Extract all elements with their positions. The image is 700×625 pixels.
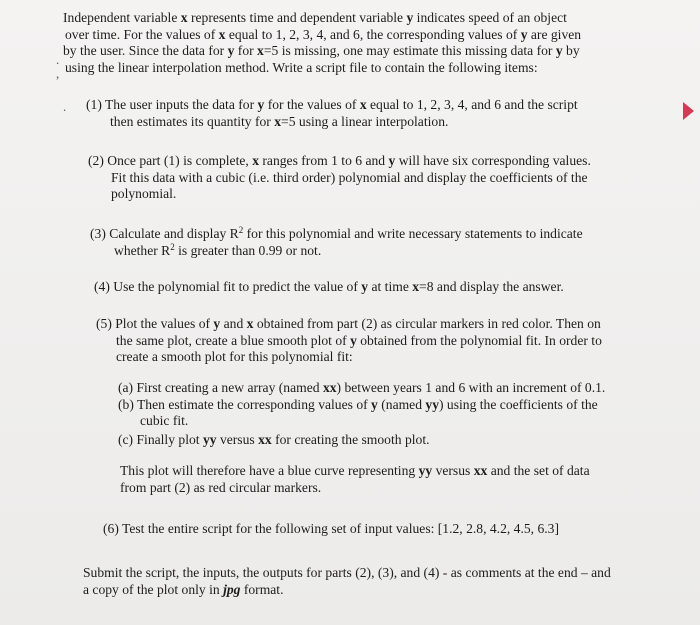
- item-6: [103, 521, 559, 538]
- item-2: [88, 153, 591, 203]
- item-4-line: (4) Use the polynomial fit to predict the value of y at time x=8 and display the answer.: [94, 279, 564, 294]
- footer-line: a copy of the plot only in jpg format.: [83, 581, 284, 597]
- intro-line: using the linear interpolation method. Write a script file to contain the following items:: [65, 59, 538, 75]
- intro-line: by the user. Since the data for y for x=5 is missing, one may estimate this missing data for y by: [63, 43, 580, 59]
- subitem-b-cont: cubic fit.: [140, 413, 189, 429]
- stray-mark: .: [63, 99, 67, 114]
- item-5: [96, 316, 602, 366]
- item-1: [86, 97, 578, 130]
- item-5-line: create a smooth plot for this polynomial fit:: [116, 349, 353, 365]
- item-1-line: then estimates its quantity for x=5 using a linear interpolation.: [110, 113, 449, 129]
- subitem-c: (c) Finally plot yy versus xx for creating the smooth plot.: [118, 431, 430, 447]
- item-2-line: polynomial.: [111, 186, 177, 202]
- intro-paragraph: [63, 10, 581, 76]
- item-5-line: the same plot, create a blue smooth plot of y obtained from the polynomial fit. In order to: [116, 332, 602, 348]
- stray-mark: .: [56, 52, 60, 67]
- item-1-line: (1) The user inputs the data for y for the values of x equal to 1, 2, 3, 4, and 6 and the script: [86, 97, 578, 112]
- item-3: [90, 226, 583, 259]
- subitem-b: (b) Then estimate the corresponding values of y (named yy) using the coefficients of the: [118, 396, 598, 412]
- item-5-line: (5) Plot the values of y and x obtained from part (2) as circular markers in red color. Then on: [96, 316, 601, 331]
- item-6-line: (6) Test the entire script for the following set of input values: [1.2, 2.8, 4.2, 4.5, 6.3]: [103, 521, 559, 536]
- note-line: from part (2) as red circular markers.: [120, 479, 322, 495]
- superscript: 2: [170, 241, 175, 252]
- note-line: This plot will therefore have a blue curve representing yy versus xx and the set of data: [120, 463, 590, 478]
- intro-line: Independent variable x represents time and dependent variable y indicates speed of an object: [63, 10, 567, 25]
- item-3-line: whether $R^2$ is greater than 0.99 or not.: [114, 241, 322, 258]
- footer-paragraph: [83, 565, 611, 598]
- item-2-line: Fit this data with a cubic (i.e. third order) polynomial and display the coefficients of the: [111, 169, 588, 185]
- item-5-note: [120, 463, 590, 496]
- item-2-line: (2) Once part (1) is complete, x ranges from 1 to 6 and y will have six corresponding values.: [88, 153, 591, 168]
- intro-line: over time. For the values of x equal to 1, 2, 3, 4, and 6, the corresponding values of y are given: [65, 26, 582, 42]
- stray-mark: ,: [56, 66, 60, 81]
- cursor-arrow-icon: [683, 102, 694, 120]
- footer-line: Submit the script, the inputs, the outputs for parts (2), (3), and (4) - as comments at the end – and: [83, 565, 611, 580]
- item-5-subitems: [118, 380, 605, 448]
- item-3-line: (3) Calculate and display $R^2$ for this polynomial and write necessary statements to indicate: [90, 225, 583, 241]
- superscript: 2: [238, 225, 244, 235]
- item-4: [94, 279, 564, 296]
- subitem-a: (a) First creating a new array (named xx) between years 1 and 6 with an increment of 0.1.: [118, 380, 606, 395]
